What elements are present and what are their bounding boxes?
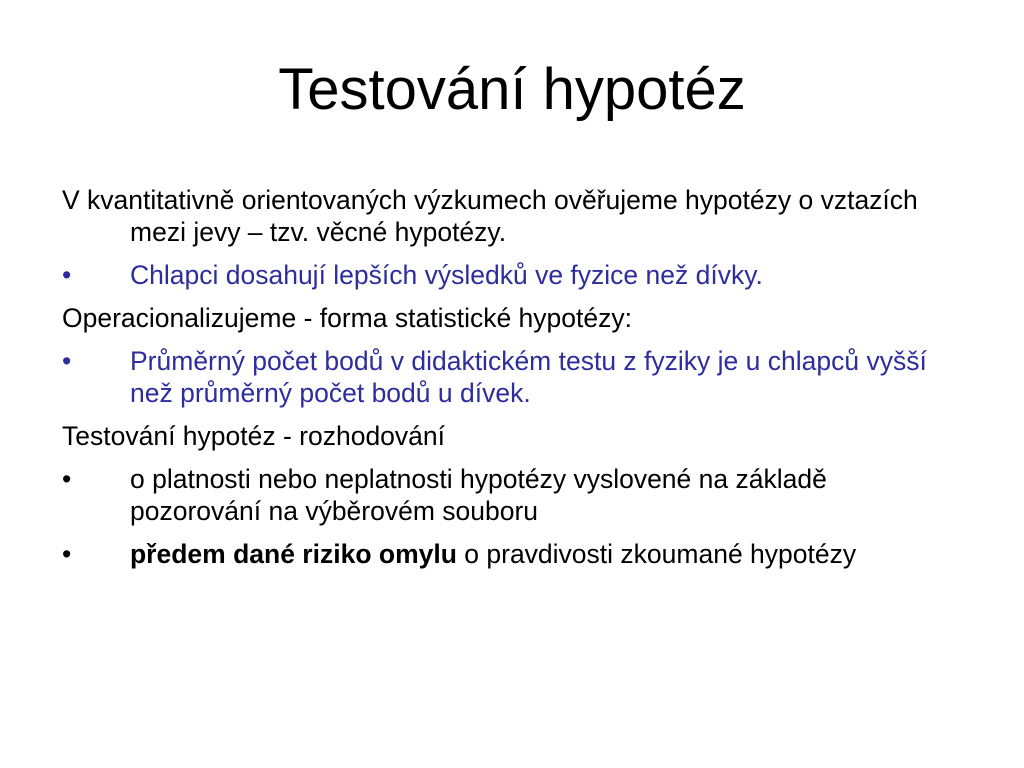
bullet-text: Průměrný počet bodů v didaktickém testu z fyziky je u chlapců vyšší než průměrný počet bodů u dívek.: [130, 346, 927, 408]
bullet-text-risk: [130, 538, 962, 570]
bullet-item-example-hypothesis: [62, 259, 962, 291]
text-line-testing-decision: [62, 420, 962, 452]
bullet-item-statistical-hypothesis: [62, 345, 962, 409]
text-line-testing-decision-text: Testování hypotéz - rozhodování: [62, 421, 446, 451]
bullet-icon: •: [62, 539, 72, 569]
bullet-item-risk: [62, 538, 962, 570]
text-line-intro-text: V kvantitativně orientovaných výzkumech ověřujeme hypotézy o vztazích mezi jevy – tzv. věcné hypotézy.: [62, 185, 918, 247]
text-line-operationalization-text: Operacionalizujeme - forma statistické hypotézy:: [62, 303, 632, 333]
bullet-icon: •: [62, 260, 72, 290]
bullet-text: Chlapci dosahují lepších výsledků ve fyzice než dívky.: [130, 260, 763, 290]
bullet-item-validity: [62, 463, 962, 527]
slide-title: Testování hypotéz: [278, 57, 746, 122]
bullet-plain-text: o pravdivosti zkoumané hypotézy: [456, 539, 857, 569]
text-line-intro: [62, 184, 962, 248]
slide-body: [62, 184, 962, 581]
bullet-text: o platnosti nebo neplatnosti hypotézy vyslovené na základě pozorování na výběrovém souboru: [130, 464, 827, 526]
bullet-icon: •: [62, 464, 72, 494]
bullet-bold-text: předem dané riziko omylu: [130, 539, 457, 569]
text-line-operationalization: [62, 302, 962, 334]
bullet-icon: •: [62, 346, 72, 376]
